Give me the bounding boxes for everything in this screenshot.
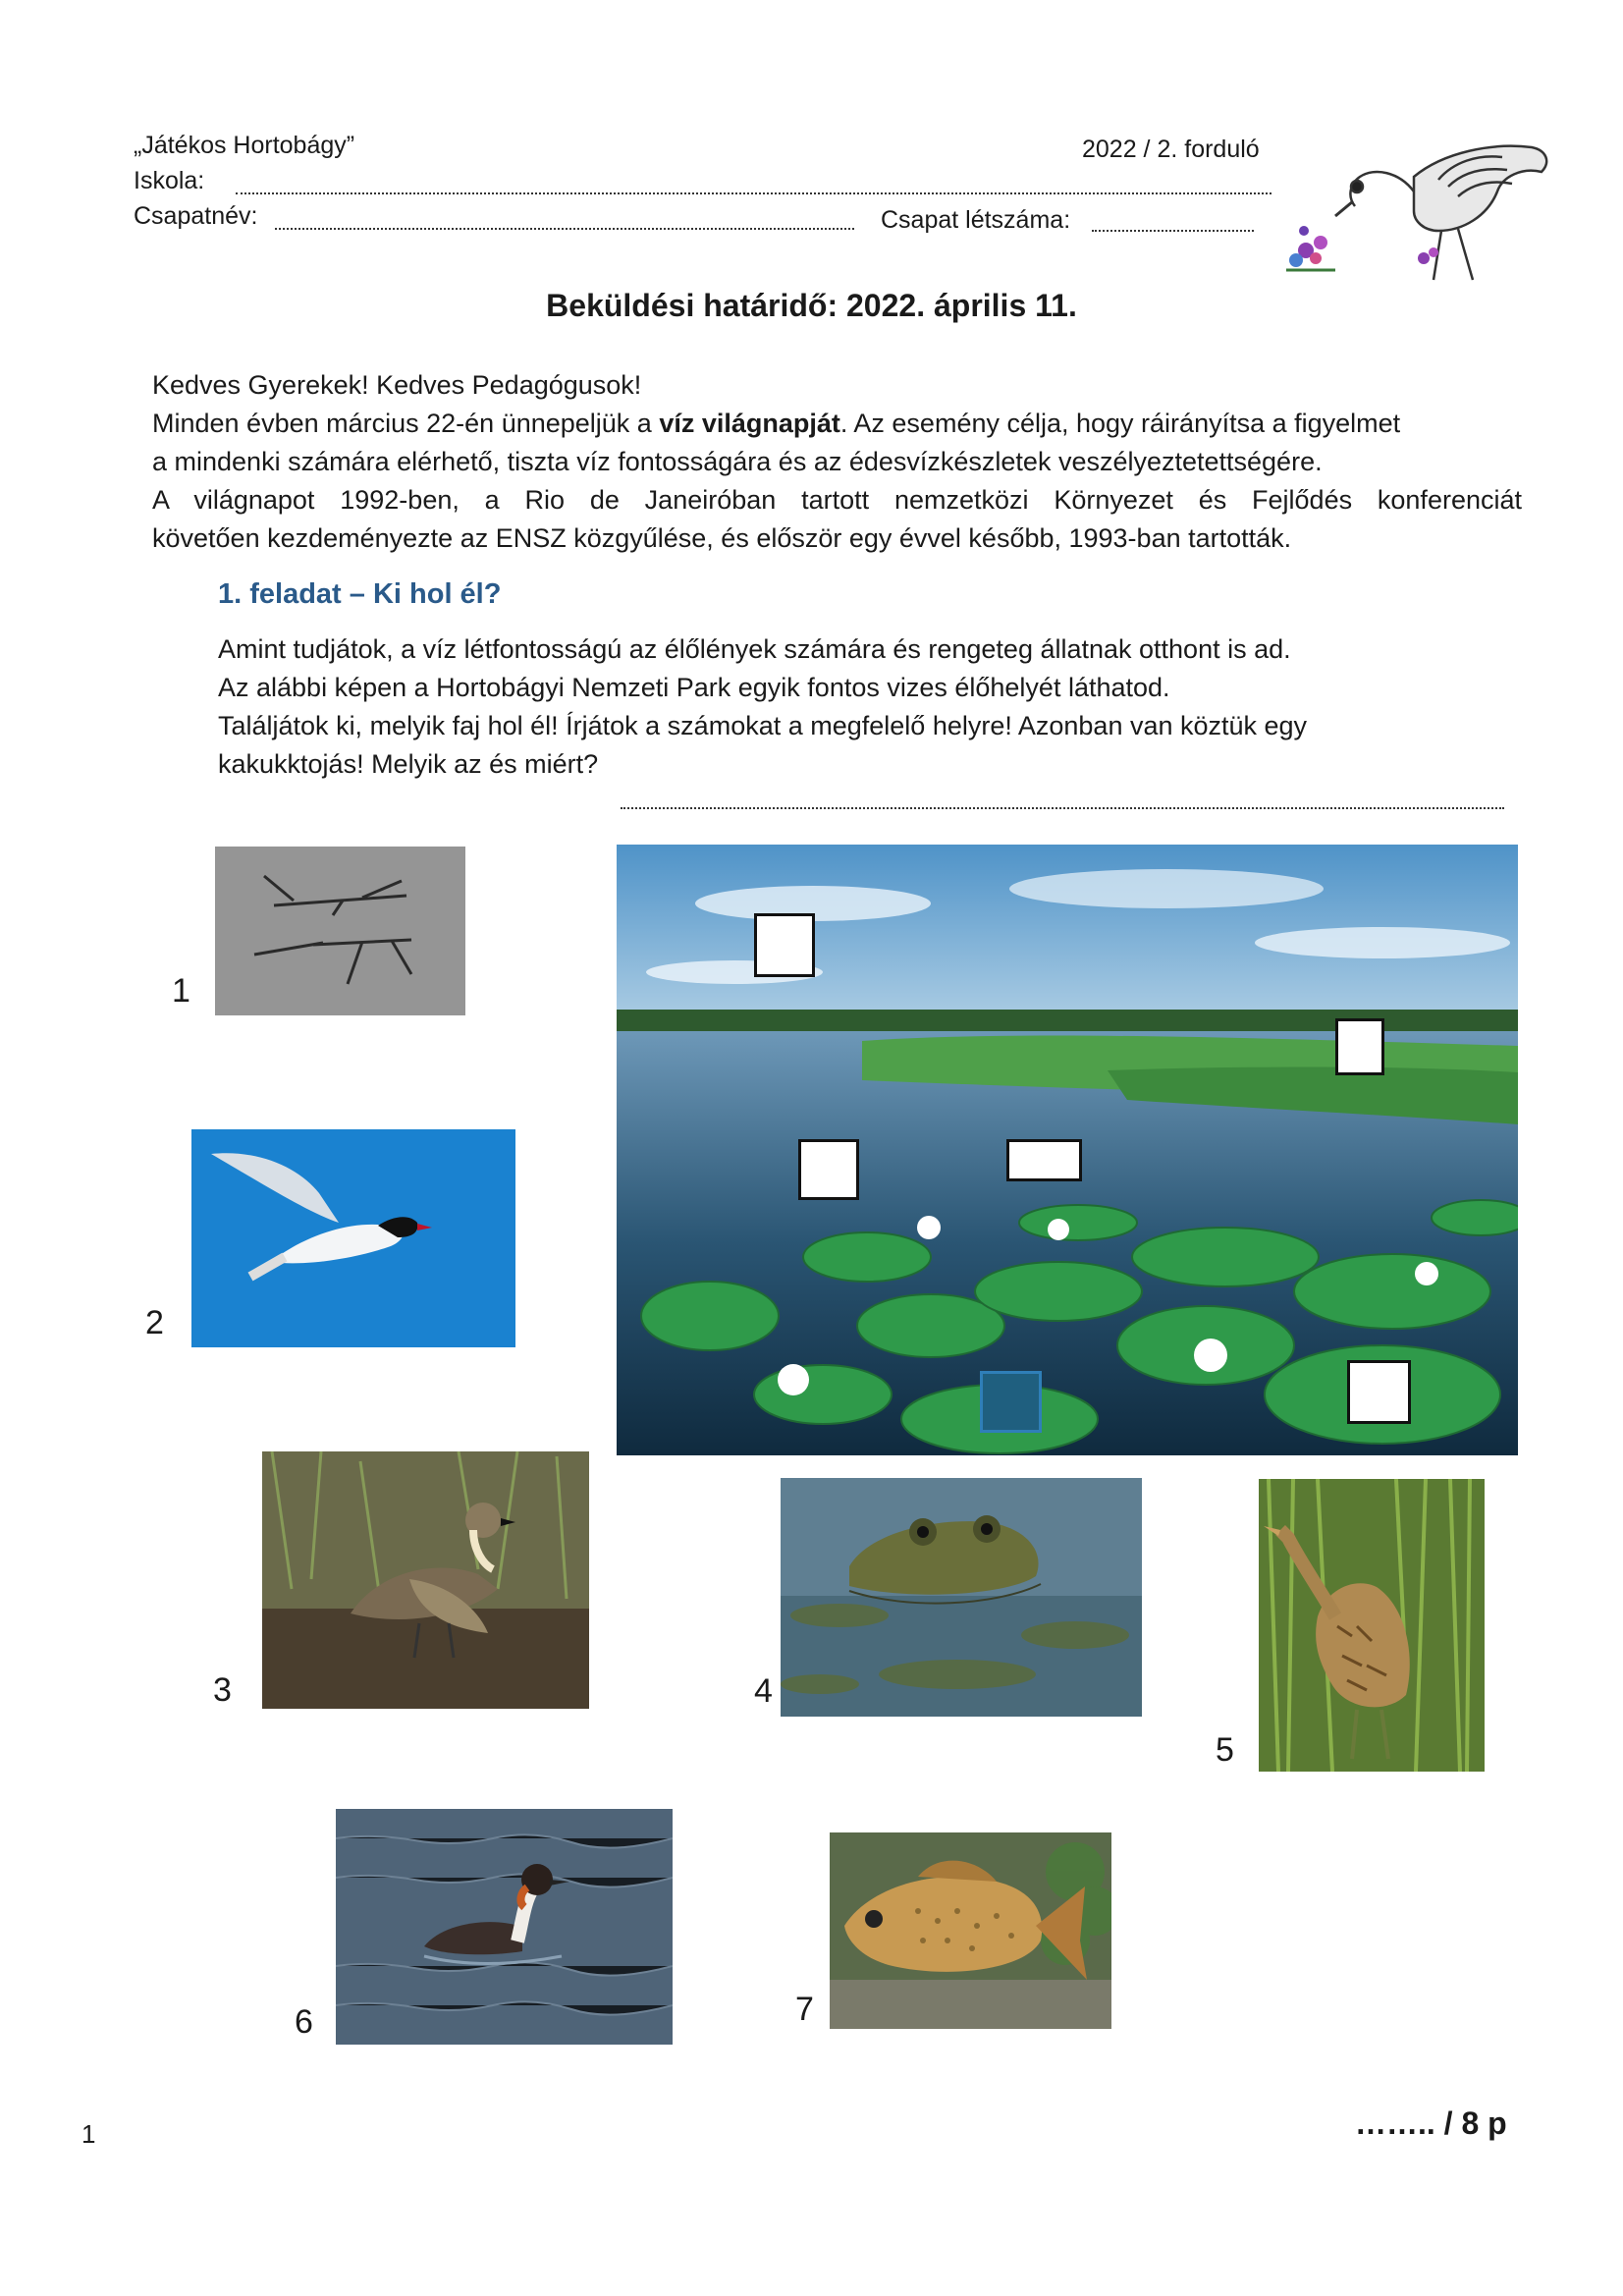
photo-number-2: 2 [145,1304,164,1341]
photo-1-water-strider [215,847,465,1015]
answer-box-shore-middle[interactable] [1006,1139,1082,1181]
answer-box-lily-pad[interactable] [1347,1360,1411,1424]
intro-line-2: a mindenki számára elérhető, tiszta víz fontosságára és az édesvízkészletek veszélyeztetettségére. [152,447,1323,476]
photo-number-5: 5 [1216,1731,1234,1769]
world-water-day: víz világnapját [659,409,840,438]
intro-line-3: A világnapot 1992-ben, a Rio de Janeiróban tartott nemzetközi Környezet és Fejlődés konferenciát [152,485,1522,515]
team-size-label: Csapat létszáma: [881,206,1071,234]
answer-box-reeds[interactable] [1335,1018,1384,1075]
competition-name: „Játékos Hortobágy” [134,132,355,159]
photo-5-bittern [1259,1479,1485,1772]
answer-box-underwater[interactable] [980,1371,1042,1433]
photo-number-7: 7 [795,1991,814,2028]
team-size-field[interactable] [1092,230,1254,232]
photo-6-grebe [336,1809,673,2045]
answer-field[interactable] [621,807,1504,809]
intro-line-4: követően kezdeményezte az ENSZ közgyűlése, és először egy évvel később, 1993-ban tartották. [152,523,1292,553]
task-line-1: Amint tudjátok, a víz létfontosságú az élőlények számára és rengeteg állatnak otthont is ad. [218,634,1291,664]
deadline-title: Beküldési határidő: 2022. április 11. [546,288,1077,323]
page-number: 1 [81,2119,96,2149]
task-line-3: Találjátok ki, melyik faj hol él! Írjátok a számokat a megfelelő helyre! Azonban van köztük egy [218,711,1308,740]
photo-2-gull [191,1129,515,1347]
photo-3-pratincole [262,1451,589,1709]
photo-number-6: 6 [295,2003,313,2041]
answer-box-shore-left[interactable] [798,1139,859,1200]
answer-box-sky[interactable] [754,913,815,977]
team-name-label: Csapatnév: [134,202,258,230]
round-label: 2022 / 2. forduló [1082,136,1260,163]
team-name-field[interactable] [275,228,854,230]
school-label: Iskola: [134,167,205,194]
task-line-2: Az alábbi képen a Hortobágyi Nemzeti Park egyik fontos vizes élőhelyét láthatod. [218,673,1170,702]
photo-number-1: 1 [172,972,190,1010]
task-title: 1. feladat – Ki hol él? [218,578,502,610]
photo-number-4: 4 [754,1672,773,1710]
task-line-4: kakukktojás! Melyik az és miért? [218,749,599,779]
score-field: …….. / 8 p [1355,2105,1507,2141]
crane-logo [1267,133,1561,290]
intro-line-1: Minden évben március 22-én ünnepeljük a víz világnapját. Az esemény célja, hogy ráirányítsa a figyelmet [152,409,1401,438]
photo-7-fish [830,1832,1111,2029]
photo-number-3: 3 [213,1671,232,1709]
school-field[interactable] [236,192,1271,194]
intro-greeting: Kedves Gyerekek! Kedves Pedagógusok! [152,370,642,400]
photo-4-frog [781,1478,1142,1717]
